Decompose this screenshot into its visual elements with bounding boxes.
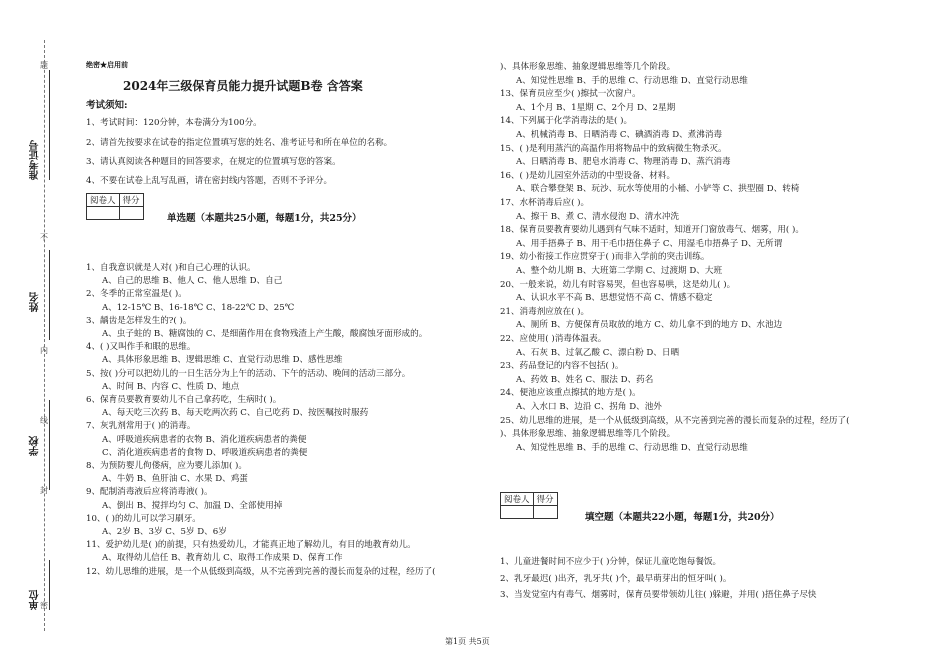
fill-item: 3、当发觉室内有毒气、烟雾时，保育员要带领幼儿往( )躲避，并用( )捂住鼻子尽快 (500, 590, 817, 600)
section-title-single-choice: 单选题（本题共25小题，每题1分，共25分） (167, 213, 362, 224)
side-label-xuexiao: 学校 (30, 436, 41, 456)
question-stem: )、具体形象思维、抽象逻辑思维等几个阶段。 (500, 62, 676, 72)
question-options: A、药效 B、姓名 C、服法 D、药名 (516, 374, 654, 385)
question-stem: 13、保育员应至少( )擦拭一次窗户。 (500, 89, 641, 100)
question-stem: 20、一般来说，幼儿有时容易哭，但也容易哄，这是幼儿( )。 (500, 279, 736, 290)
question-options: C、消化道疾病患者的食物 D、呼吸道疾病患者的粪便 (102, 447, 308, 458)
question-options: A、1个月 B、1星期 C、2个月 D、2星期 (516, 102, 676, 113)
question-stem: 9、配制消毒液后应将消毒液( )。 (86, 487, 213, 498)
instruction-item: 4、不要在试卷上乱写乱画，请在密封线内答题，否则不予评分。 (86, 176, 333, 186)
instruction-item: 1、考试时间：120分钟，本卷满分为100分。 (86, 118, 262, 128)
question-stem: 8、为预防婴儿佝偻病，应为婴儿添加( )。 (86, 461, 247, 471)
question-options: A、擦干 B、煮 C、清水侵泡 D、清水冲洗 (516, 211, 680, 222)
question-options: A、整个幼儿期 B、大班第二学期 C、过渡期 D、大班 (516, 266, 723, 276)
question-options: A、石灰 B、过氧乙酸 C、漂白粉 D、日晒 (516, 347, 680, 358)
question-stem: 16、( )是幼儿园室外活动的中型设备、材料。 (500, 170, 676, 181)
instruction-item: 2、请首先按要求在试卷的指定位置填写您的姓名、准考证号和所在单位的名称。 (86, 138, 393, 148)
question-options: A、联合攀登架 B、玩沙、玩水等使用的小桶、小铲等 C、拱型圈 D、转椅 (516, 184, 800, 195)
score-box-score-cell[interactable] (533, 506, 557, 519)
page-number: 第1页 共5页 (445, 637, 490, 646)
fill-line-zhunkao[interactable] (49, 70, 50, 180)
question-options: A、虫子蛀的 B、糖腐蚀的 C、是细菌作用在食物残渣上产生酸，酸腐蚀牙面形成的。 (102, 329, 428, 339)
instruction-item: 3、请认真阅读各种题目的回答要求，在规定的位置填写您的答案。 (86, 157, 341, 167)
question-options: A、取得幼儿信任 B、教育幼儿 C、取得工作成果 D、保育工作 (102, 553, 343, 564)
seal-char-xian: 线 (40, 416, 48, 425)
question-stem: 21、消毒剂应放在( )。 (500, 306, 590, 317)
question-options: A、具体形象思维 B、逻辑思维 C、直觉行动思维 D、感性思维 (102, 355, 343, 366)
score-box-reviewer: 阅卷人 (87, 194, 120, 207)
question-options: A、知觉性思维 B、手的思维 C、行动思维 D、直觉行动思维 (516, 442, 748, 453)
score-box-2 (500, 492, 558, 519)
score-box-score: 得分 (533, 493, 557, 506)
question-stem: 11、爱护幼儿是( )的前提，只有热爱幼儿，才能真正地了解幼儿，有目的地教育幼儿。 (86, 540, 416, 551)
question-stem: 4、( )又叫作手和眼的思维。 (86, 342, 196, 353)
question-stem: 15、( )是利用蒸汽的高温作用将物品中的致病微生物杀灭。 (500, 143, 727, 154)
question-stem: 18、保育员要教育要幼儿遇到有气味不适时，知道开门窗放毒气、烟雾，用( )。 (500, 225, 804, 236)
side-label-zhunkao: 准考证号 (30, 140, 41, 180)
question-options: A、时间 B、内容 C、性质 D、地点 (102, 381, 240, 392)
fill-line-xingming[interactable] (49, 250, 50, 340)
question-stem: 14、下列属于化学消毒法的是( )。 (500, 116, 633, 127)
question-options: A、知觉性思维 B、手的思维 C、行动思维 D、直觉行动思维 (516, 75, 748, 86)
question-options: A、入水口 B、边沿 C、拐角 D、池外 (516, 402, 662, 412)
fill-line-xuexiao[interactable] (49, 400, 50, 490)
question-options: A、12-15℃ B、16-18℃ C、18-22℃ D、25℃ (102, 302, 295, 313)
question-stem: 22、应使用( )消毒体温表。 (500, 334, 607, 344)
question-stem: 19、幼小衔接工作应贯穿于( )而非入学前的突击训练。 (500, 252, 710, 263)
instructions-heading: 考试须知: (86, 100, 128, 111)
fill-line-danwei[interactable] (49, 560, 50, 610)
score-box-reviewer: 阅卷人 (501, 493, 534, 506)
question-stem: 12、幼儿思维的进展，是一个从低级到高级，从不完善到完善的漫长而复杂的过程，经历了( (86, 566, 436, 577)
fill-item: 1、儿童进餐时间不应少于( )分钟，保证儿童吃饱每餐饭。 (500, 557, 722, 567)
question-options: A、牛奶 B、鱼肝油 C、水果 D、鸡蛋 (102, 474, 248, 485)
question-options: A、呼吸道疾病患者的衣物 B、消化道疾病患者的粪便 (102, 434, 307, 445)
score-box-score: 得分 (119, 194, 143, 207)
score-box-reviewer-cell[interactable] (501, 506, 534, 519)
seal-char-mi: 密 (40, 601, 48, 610)
question-options: A、每天吃三次药 B、每天吃两次药 C、自己吃药 D、按医嘱按时服药 (102, 408, 369, 419)
question-stem: 7、灰乳剂常用于( )的消毒。 (86, 421, 196, 432)
question-options: A、机械消毒 B、日晒消毒 C、碘酒消毒 D、煮沸消毒 (516, 130, 723, 140)
seal-char-ti: 题 (40, 61, 48, 70)
page-title: 2024年三级保育员能力提升试题B卷 含答案 (123, 79, 363, 93)
question-stem: 23、药品登记的内容不包括( )。 (500, 361, 624, 372)
question-options: A、2岁 B、3岁 C、5岁 D、6岁 (102, 527, 227, 537)
side-label-xingming: 姓名 (30, 292, 41, 312)
score-box-score-cell[interactable] (119, 207, 143, 220)
question-options: A、日晒消毒 B、肥皂水消毒 C、物理消毒 D、蒸汽消毒 (516, 157, 731, 168)
question-options: A、认识水平不高 B、思想觉悟不高 C、情感不稳定 (516, 293, 713, 304)
score-box (86, 193, 144, 220)
question-options: A、厕所 B、方便保育员取放的地方 C、幼儿拿不到的地方 D、水池边 (516, 320, 783, 331)
question-options: A、倒出 B、搅拌均匀 C、加温 D、全部使用掉 (102, 500, 283, 511)
seal-char-feng: 封 (40, 486, 48, 495)
question-stem: 25、幼儿思维的进展，是一个从低级到高级，从不完善到完善的漫长而复杂的过程，经历了( (500, 415, 850, 426)
secret-mark: 绝密★启用前 (86, 60, 128, 69)
side-label-danwei: 单位 (30, 590, 41, 610)
question-stem: 17、水杯消毒后应( )。 (500, 198, 590, 208)
question-stem: 24、便池应该重点擦拭的地方是( )。 (500, 388, 641, 399)
question-stem: 10、( )的幼儿可以学习刷牙。 (86, 513, 201, 524)
question-stem: )、具体形象思维、抽象逻辑思维等几个阶段。 (500, 429, 676, 440)
binding-dashed-line (44, 40, 45, 631)
question-stem: 5、按( )分可以把幼儿的一日生活分为上午的活动、下午的活动、晚间的活动三部分。 (86, 368, 411, 379)
question-stem: 6、保育员要教育要幼儿不自己拿药吃，生病时( )。 (86, 395, 282, 405)
fill-item: 2、乳牙最迟( )出齐，乳牙共( )个，最早萌芽出的恒牙叫( )。 (500, 574, 732, 584)
score-box-reviewer-cell[interactable] (87, 207, 120, 220)
section-title-fill-blank: 填空题（本题共22小题，每题1分，共20分） (585, 512, 780, 523)
question-stem: 3、龋齿是怎样发生的?( )。 (86, 315, 192, 326)
seal-char-nei: 内 (40, 346, 48, 355)
question-options: A、自己的思维 B、他人 C、他人思维 D、自己 (102, 276, 283, 287)
question-options: A、用手捂鼻子 B、用干毛巾捂住鼻子 C、用湿毛巾捂鼻子 D、无所谓 (516, 238, 783, 249)
seal-char-bu: 不 (40, 233, 48, 242)
question-stem: 1、自我意识就是人对( )和自己心理的认识。 (86, 263, 256, 273)
question-stem: 2、冬季的正常室温是( )。 (86, 289, 187, 300)
